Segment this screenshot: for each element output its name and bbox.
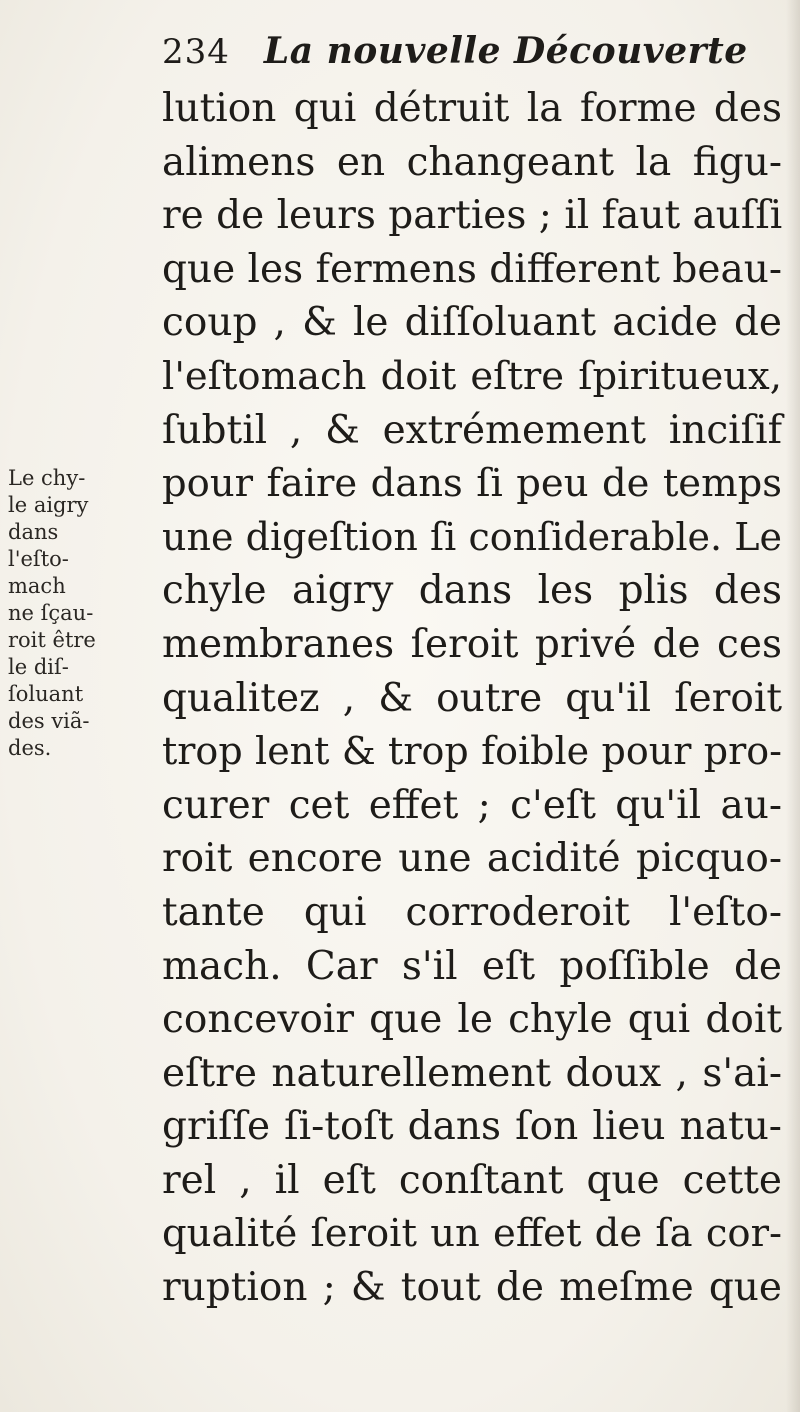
text-line: rel , il eſt conſtant que cette xyxy=(162,1157,782,1203)
text-line: curer cet effet ; c'eſt qu'il au- xyxy=(162,782,782,828)
margin-note xyxy=(8,465,160,762)
text-line: pour faire dans ſi peu de temps xyxy=(162,461,782,507)
margin-note-line: des viã- xyxy=(8,709,90,733)
text-line: concevoir que le chyle qui doit xyxy=(162,997,782,1043)
text-line: l'eſtomach doit eſtre ſpiritueux, xyxy=(162,353,782,399)
text-line: eſtre naturellement doux , s'ai- xyxy=(162,1050,782,1096)
text-line: ruption ; & tout de meſme que xyxy=(162,1265,782,1311)
text-line: alimens en changeant la figu- xyxy=(162,139,782,185)
margin-note-line: l'eſto- xyxy=(8,547,69,571)
margin-note-line: ſoluant xyxy=(8,682,84,706)
body-text xyxy=(162,82,782,1315)
text-line: une digeſtion ſi conſiderable. Le xyxy=(162,514,782,559)
margin-note-line: le diſ- xyxy=(8,655,69,679)
text-line: roit encore une acidité picquo- xyxy=(162,836,782,882)
text-line: re de leurs parties ; il faut auſſi xyxy=(162,193,783,239)
text-line: tante qui corroderoit l'eſto- xyxy=(162,889,782,935)
text-line: trop lent & trop foible pour pro- xyxy=(162,729,782,774)
margin-note-line: le aigry xyxy=(8,493,89,517)
text-line: chyle aigry dans les plis des xyxy=(162,568,782,614)
margin-note-line: Le chy- xyxy=(8,466,86,490)
margin-note-line: mach xyxy=(8,574,66,598)
margin-note-line: roit être xyxy=(8,628,96,652)
page-header xyxy=(162,30,748,82)
text-line: membranes ſeroit privé de ces xyxy=(162,621,782,667)
text-line: que les fermens different beau- xyxy=(162,246,783,292)
text-line: qualitez , & outre qu'il ſeroit xyxy=(162,675,782,721)
text-line: qualité ſeroit un effet de ſa cor- xyxy=(162,1211,782,1257)
text-line: coup , & le diſſoluant acide de xyxy=(162,300,782,346)
running-title: La nouvelle Découverte xyxy=(263,30,748,72)
margin-note-line: dans xyxy=(8,520,59,544)
text-line: mach. Car s'il eſt poſſible de xyxy=(162,943,782,989)
page-edge-shadow xyxy=(786,0,800,1412)
text-line: griſſe ſi-toſt dans ſon lieu natu- xyxy=(162,1104,782,1150)
page-number: 234 xyxy=(162,32,230,72)
margin-note-line: des. xyxy=(8,736,52,760)
text-line: lution qui détruit la forme des xyxy=(162,86,782,131)
margin-note-line: ne ſçau- xyxy=(8,601,94,625)
text-line: ſubtil , & extrémement inciſif xyxy=(162,407,782,453)
